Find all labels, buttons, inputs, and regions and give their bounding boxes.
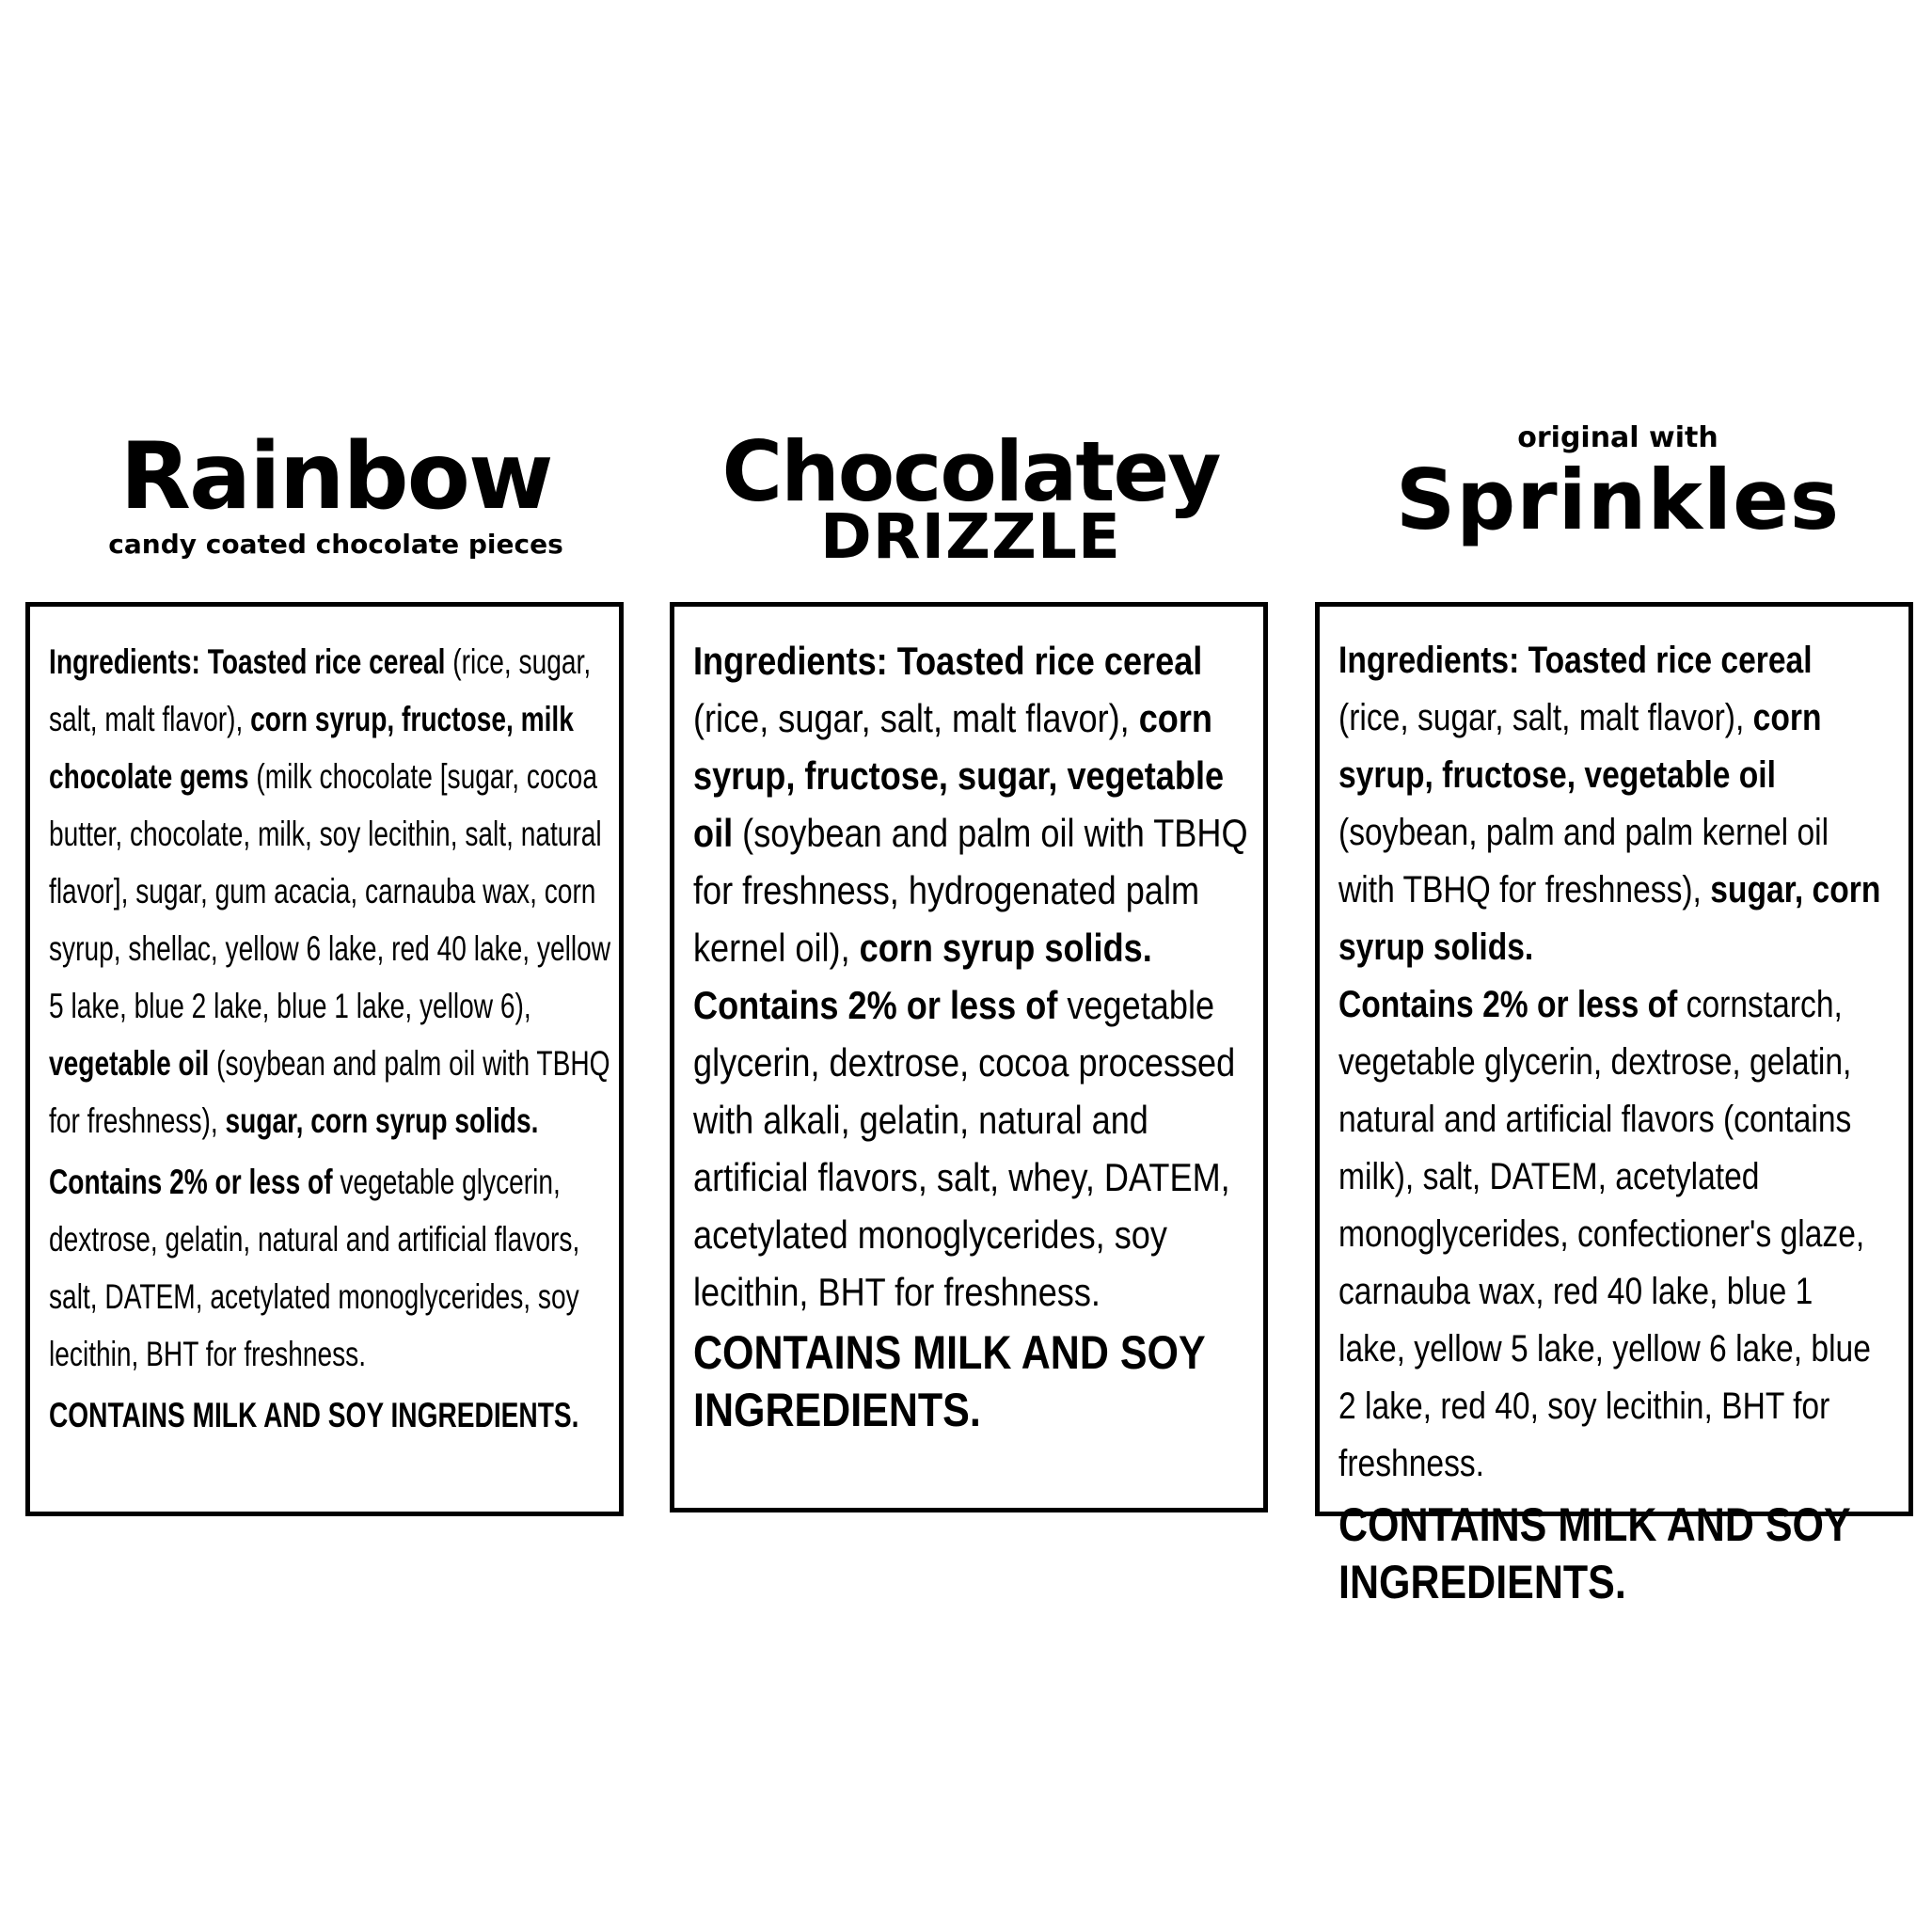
sprinkles-contains-text bbox=[1338, 976, 1884, 1493]
sprinkles-allergen-statement: CONTAINS MILK AND SOY INGREDIENTS. bbox=[1338, 1498, 1850, 1608]
chocolatey-subtitle: DRIZZLE bbox=[819, 500, 1122, 573]
bold-ingredient-run: vegetable oil bbox=[49, 1044, 210, 1083]
bold-ingredient-run: corn syrup, fructose, sugar, vegetable oil bbox=[693, 696, 1225, 855]
ingredient-run: vegetable glycerin, dextrose, cocoa processed with alkali, gelatin, natural and artificial flavors, salt, whey, DATEM, acetylated monoglycerides, soy lecithin, BHT for freshness. bbox=[693, 983, 1236, 1314]
rainbow-title: Rainbow bbox=[119, 423, 552, 531]
sprinkles-ingredients-panel bbox=[1315, 602, 1913, 1608]
ingredient-run: (soybean, palm and palm kernel oil with TBHQ for freshness), bbox=[1338, 812, 1829, 911]
rainbow-contains-text bbox=[49, 1153, 613, 1383]
ingredient-run: (rice, sugar, salt, malt flavor), bbox=[1338, 697, 1753, 738]
bold-ingredient-run: Contains 2% or less of bbox=[1338, 984, 1678, 1025]
rainbow-allergen-statement: CONTAINS MILK AND SOY INGREDIENTS. bbox=[49, 1396, 579, 1434]
ingredient-run: (milk chocolate [sugar, cocoa butter, chocolate, milk, soy lecithin, salt, natural flavor], sugar, gum acacia, carnauba wax, corn syrup, shellac, yellow 6 lake, red 40 lake, yellow 5 lake, blue 2 lake, blue 1 lake, yellow 6), bbox=[49, 757, 611, 1025]
ingredient-run: (soybean and palm oil with TBHQ for freshness, hydrogenated palm kernel oil), bbox=[693, 811, 1248, 970]
bold-ingredient-run: Contains 2% or less of bbox=[693, 983, 1058, 1027]
sprinkles-ingredients-text bbox=[1338, 632, 1884, 976]
bold-ingredient-run: sugar, corn syrup solids. bbox=[1338, 869, 1881, 968]
ingredient-run: (soybean and palm oil with TBHQ for freshness), bbox=[49, 1044, 610, 1140]
bold-ingredient-run: Contains 2% or less of bbox=[49, 1163, 333, 1201]
bold-ingredient-run: corn syrup, fructose, milk chocolate gems bbox=[49, 700, 574, 796]
ingredient-run: (rice, sugar, salt, malt flavor), bbox=[49, 642, 592, 738]
bold-ingredient-run: Ingredients: Toasted rice cereal bbox=[693, 639, 1203, 683]
sprinkles-pretitle: original with bbox=[1517, 421, 1718, 454]
sprinkles-title: Sprinkles bbox=[1395, 451, 1841, 548]
ingredient-run: (rice, sugar, salt, malt flavor), bbox=[693, 696, 1139, 740]
bold-ingredient-run: corn syrup solids. bbox=[859, 926, 1152, 970]
bold-ingredient-run: Ingredients: Toasted rice cereal bbox=[49, 642, 446, 681]
chocolatey-ingredients-text bbox=[693, 632, 1256, 976]
chocolatey-allergen-statement: CONTAINS MILK AND SOY INGREDIENTS. bbox=[693, 1326, 1205, 1436]
chocolatey-ingredients-panel bbox=[670, 602, 1268, 1512]
chocolatey-title: Chocolatey bbox=[721, 423, 1220, 520]
rainbow-ingredients-text bbox=[49, 633, 613, 1149]
chocolatey-contains-text bbox=[693, 976, 1256, 1321]
ingredient-run: cornstarch, vegetable glycerin, dextrose, gelatin, natural and artificial flavors (contains milk), salt, DATEM, acetylated monoglycerides, confectioner's glaze, carnauba wax, red 40 lake, blue 1 lake, yellow 5 lake, yellow 6 lake, blue 2 lake, red 40, soy lecithin, BHT for freshness. bbox=[1338, 984, 1871, 1484]
bold-ingredient-run: corn syrup, fructose, vegetable oil bbox=[1338, 697, 1822, 796]
rainbow-ingredients-panel bbox=[25, 602, 624, 1516]
bold-ingredient-run: Ingredients: Toasted rice cereal bbox=[1338, 640, 1813, 681]
rainbow-subtitle: candy coated chocolate pieces bbox=[108, 529, 563, 560]
ingredient-run: vegetable glycerin, dextrose, gelatin, natural and artificial flavors, salt, DATEM, acetylated monoglycerides, soy lecithin, BHT for freshness. bbox=[49, 1163, 580, 1373]
bold-ingredient-run: sugar, corn syrup solids. bbox=[225, 1101, 539, 1140]
